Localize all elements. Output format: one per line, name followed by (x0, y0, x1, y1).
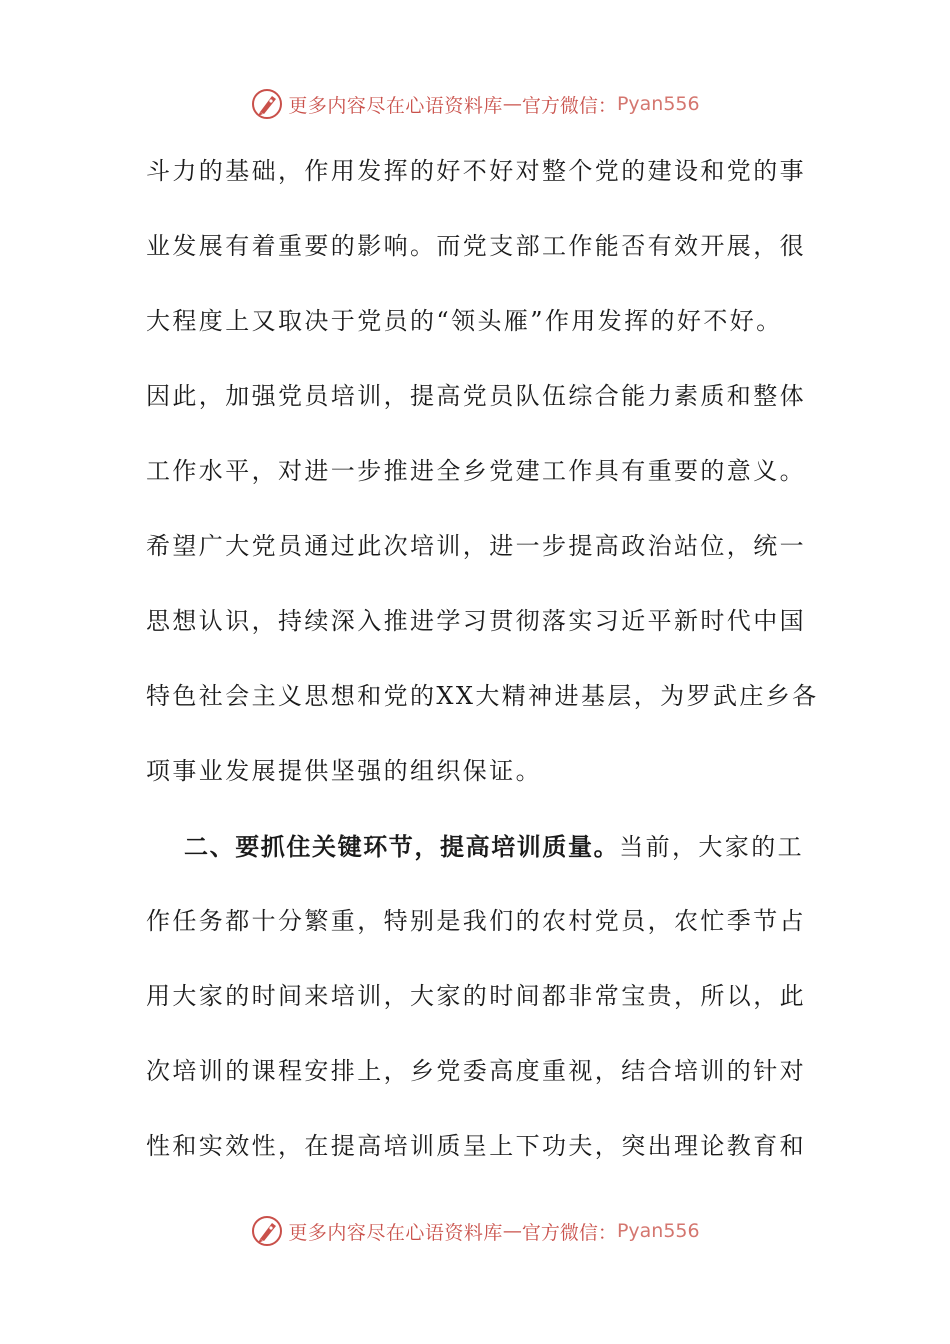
body-line: 用大家的时间来培训，大家的时间都非常宝贵，所以，此 (146, 982, 806, 1010)
body-line: 因此，加强党员培训，提高党员队伍综合能力素质和整体 (146, 382, 806, 410)
body-line: 业发展有着重要的影响。而党支部工作能否有效开展，很 (146, 232, 806, 260)
body-line: 工作水平，对进一步推进全乡党建工作具有重要的意义。 (146, 457, 806, 485)
body-line: 思想认识，持续深入推进学习贯彻落实习近平新时代中国 (146, 607, 806, 635)
footer-watermark-banner (0, 1209, 950, 1253)
footer-dash: — (502, 1220, 522, 1242)
body-line: 项事业发展提供坚强的组织保证。 (146, 757, 542, 785)
header-wechat-id: Pyan556 (616, 93, 700, 115)
footer-wechat-label: 官方微信： (521, 1221, 617, 1244)
header-site-name: 更多内容尽在心语资料库 (288, 94, 503, 117)
pen-nib-logo-icon (250, 87, 284, 121)
body-line: 希望广大党员通过此次培训，进一步提高政治站位，统一 (146, 532, 806, 560)
body-line: 作任务都十分繁重，特别是我们的农村党员，农忙季节占 (146, 907, 806, 935)
body-line: 斗力的基础，作用发挥的好不好对整个党的建设和党的事 (146, 157, 806, 185)
body-line: 次培训的课程安排上，乡党委高度重视，结合培训的针对 (146, 1057, 806, 1085)
footer-wechat-id: Pyan556 (616, 1220, 700, 1242)
body-line: 大程度上又取决于党员的“领头雁”作用发挥的好不好。 (146, 307, 783, 335)
pen-nib-logo-icon (250, 1214, 284, 1248)
document-body (146, 134, 819, 1184)
header-watermark-banner (0, 82, 950, 126)
body-line: 性和实效性，在提高培训质呈上下功夫，突出理论教育和 (146, 1132, 806, 1160)
body-line: 特色社会主义思想和党的XX大精神进基层，为罗武庄乡各 (146, 682, 819, 710)
section-heading: 二、要抓住关键环节，提高培训质量。 (184, 832, 620, 861)
header-wechat-label: 官方微信： (521, 94, 617, 117)
section-heading-rest: 当前，大家的工 (619, 833, 805, 861)
section-heading-line (146, 809, 806, 884)
header-dash: — (502, 93, 522, 115)
footer-site-name: 更多内容尽在心语资料库 (288, 1221, 503, 1244)
